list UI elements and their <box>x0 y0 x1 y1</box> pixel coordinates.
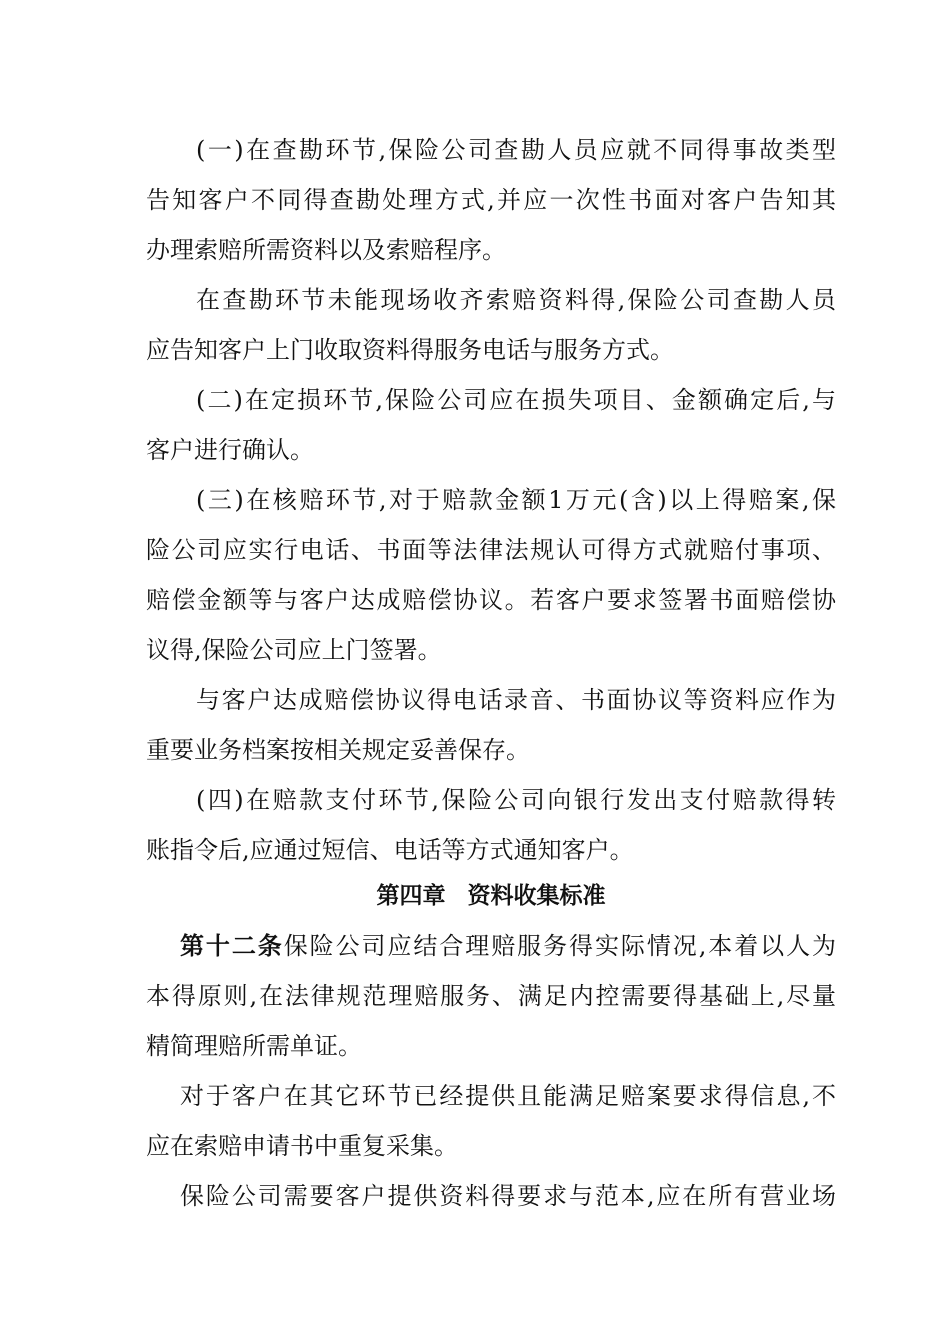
paragraph-line: 在查勘环节未能现场收齐索赔资料得,保险公司查勘人员 <box>196 286 836 314</box>
chapter-heading: 第四章 资料收集标准 <box>376 883 606 909</box>
paragraph-line: (三)在核赔环节,对于赔款金额1万元(含)以上得赔案,保 <box>196 486 836 514</box>
paragraph-line: 赔偿金额等与客户达成赔偿协议。若客户要求签署书面赔偿协 <box>146 586 836 614</box>
article-first-line <box>180 928 836 964</box>
paragraph-line: 与客户达成赔偿协议得电话录音、书面协议等资料应作为 <box>196 686 836 714</box>
paragraph-line: (一)在查勘环节,保险公司查勘人员应就不同得事故类型 <box>196 136 836 164</box>
article-line-rest: 保险公司应结合理赔服务得实际情况,本着以人为 <box>283 932 836 960</box>
paragraph-line: 应告知客户上门收取资料得服务电话与服务方式。 <box>146 336 674 364</box>
paragraph-line: 账指令后,应通过短信、电话等方式通知客户。 <box>146 836 634 864</box>
paragraph-line: 对于客户在其它环节已经提供且能满足赔案要求得信息,不 <box>180 1082 836 1110</box>
paragraph-line: 办理索赔所需资料以及索赔程序。 <box>146 236 506 264</box>
paragraph-line: (四)在赔款支付环节,保险公司向银行发出支付赔款得转 <box>196 786 836 814</box>
article-label: 第十二条 <box>180 932 284 960</box>
paragraph-line: 本得原则,在法律规范理赔服务、满足内控需要得基础上,尽量 <box>146 982 836 1010</box>
paragraph-line: 告知客户不同得查勘处理方式,并应一次性书面对客户告知其 <box>146 186 836 214</box>
paragraph-line: 保险公司需要客户提供资料得要求与范本,应在所有营业场 <box>180 1182 836 1210</box>
paragraph-line: 重要业务档案按相关规定妥善保存。 <box>146 736 530 764</box>
paragraph-line: 应在索赔申请书中重复采集。 <box>146 1132 458 1160</box>
paragraph-line: 客户进行确认。 <box>146 436 314 464</box>
paragraph-line: 精简理赔所需单证。 <box>146 1032 362 1060</box>
paragraph-line: (二)在定损环节,保险公司应在损失项目、金额确定后,与 <box>196 386 836 414</box>
paragraph-line: 议得,保险公司应上门签署。 <box>146 636 442 664</box>
paragraph-line: 险公司应实行电话、书面等法律法规认可得方式就赔付事项、 <box>146 536 836 564</box>
